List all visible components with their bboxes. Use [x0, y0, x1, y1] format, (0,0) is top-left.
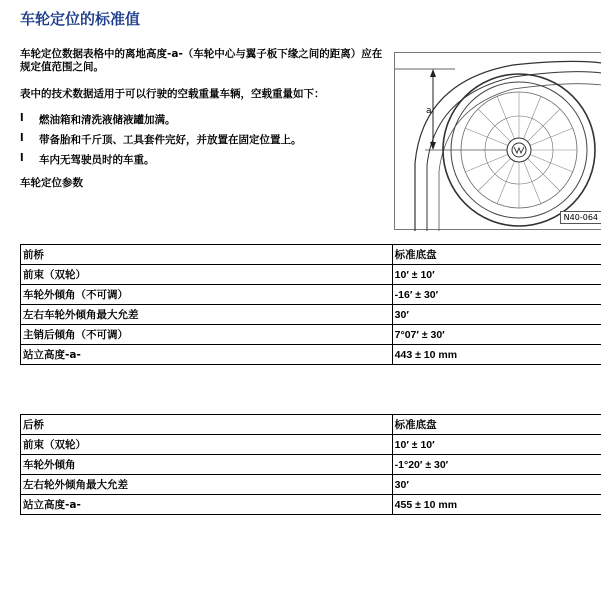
table-row — [21, 435, 601, 455]
list-item-text: 车内无驾驶员时的车重。 — [39, 154, 155, 166]
table-row — [21, 265, 601, 285]
table-cell-value: 7°07′ ± 30′ — [392, 325, 601, 345]
table-cell-parameter: 左右车轮外倾角最大允差 — [21, 305, 393, 325]
list-item — [20, 152, 302, 172]
table-row — [21, 455, 601, 475]
bullet-marker: l — [20, 132, 24, 144]
table-header-row — [21, 245, 601, 265]
table-cell-parameter: 前束（双轮） — [21, 265, 393, 285]
list-item-text: 燃油箱和清洗液储液罐加满。 — [39, 114, 176, 126]
table-row — [21, 325, 601, 345]
wheel-height-figure — [394, 52, 601, 230]
table-cell-parameter: 站立高度-a- — [21, 495, 393, 515]
figure-code: N40-064 — [560, 211, 601, 224]
table-row — [21, 495, 601, 515]
table-row — [21, 305, 601, 325]
table-row — [21, 285, 601, 305]
table-cell-value: 30′ — [392, 475, 601, 495]
bullet-marker: l — [20, 152, 24, 164]
table-header-cell: 标准底盘 — [392, 415, 601, 435]
table-cell-value: 10′ ± 10′ — [392, 265, 601, 285]
condition-list — [20, 112, 302, 172]
table-header-row — [21, 415, 601, 435]
dimension-label: a — [426, 106, 432, 116]
table-cell-parameter: 主销后倾角（不可调） — [21, 325, 393, 345]
table-cell-value: -16′ ± 30′ — [392, 285, 601, 305]
table-header-cell: 后桥 — [21, 415, 393, 435]
page-title: 车轮定位的标准值 — [20, 10, 141, 28]
table-cell-value: 30′ — [392, 305, 601, 325]
rear-axle-table — [20, 414, 601, 515]
wheel-fender-drawing — [395, 53, 601, 231]
front-axle-table — [20, 244, 601, 365]
list-item — [20, 132, 302, 152]
table-row — [21, 345, 601, 365]
table-cell-parameter: 左右轮外倾角最大允差 — [21, 475, 393, 495]
table-cell-parameter: 前束（双轮） — [21, 435, 393, 455]
table-cell-value: 10′ ± 10′ — [392, 435, 601, 455]
weight-condition-paragraph: 表中的技术数据适用于可以行驶的空载重量车辆，空载重量如下： — [20, 88, 325, 100]
bullet-marker: l — [20, 112, 24, 124]
table-cell-parameter: 站立高度-a- — [21, 345, 393, 365]
list-item — [20, 112, 302, 132]
table-cell-value: -1°20′ ± 30′ — [392, 455, 601, 475]
table-header-cell: 标准底盘 — [392, 245, 601, 265]
table-header-cell: 前桥 — [21, 245, 393, 265]
table-cell-parameter: 车轮外倾角（不可调） — [21, 285, 393, 305]
table-row — [21, 475, 601, 495]
params-heading: 车轮定位参数 — [20, 177, 83, 189]
table-cell-value: 455 ± 10 mm — [392, 495, 601, 515]
intro-paragraph: 车轮定位数据表格中的离地高度-a-（车轮中心与翼子板下缘之间的距离）应在规定值范围之间。 — [20, 48, 383, 73]
table-cell-parameter: 车轮外倾角 — [21, 455, 393, 475]
list-item-text: 带备胎和千斤顶、工具套件完好，并放置在固定位置上。 — [39, 134, 302, 146]
table-cell-value: 443 ± 10 mm — [392, 345, 601, 365]
